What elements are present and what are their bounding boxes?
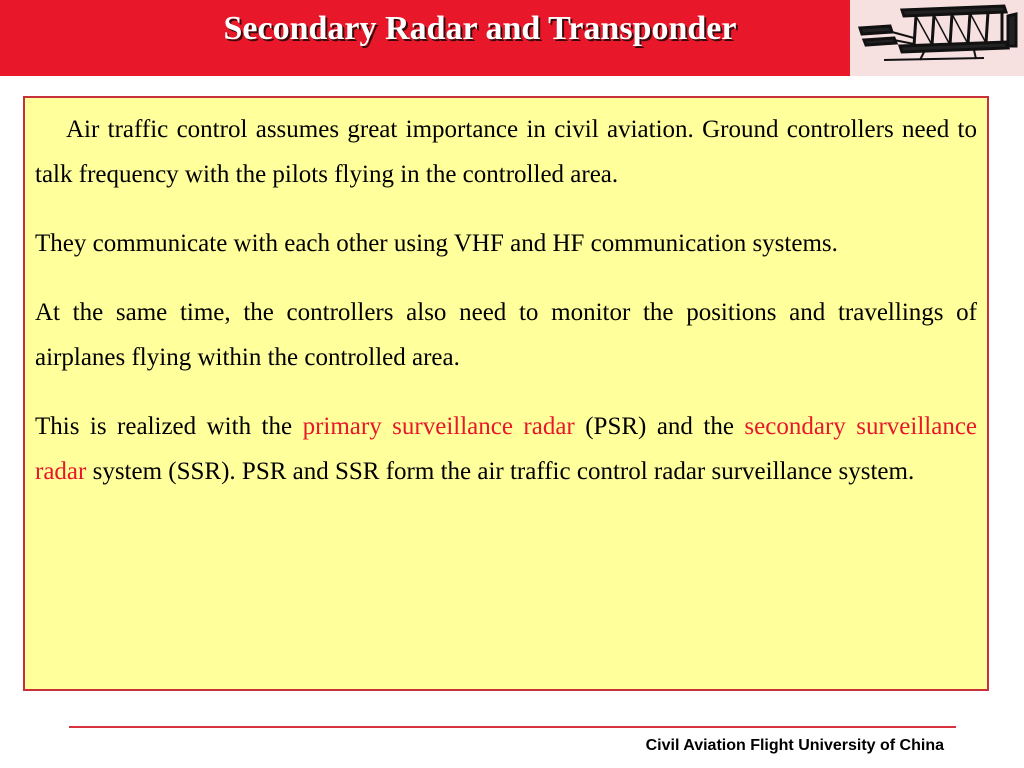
psr-highlight: primary surveillance radar <box>302 413 575 440</box>
ssr-highlight: secondary surveillance radar <box>35 413 978 485</box>
paragraph-radar-systems <box>35 404 977 494</box>
biplane-icon <box>854 2 1020 74</box>
paragraph-communication: They communicate with each other using VHF and HF communication systems. <box>35 230 838 257</box>
paragraph-radar-text-2: (PSR) and the <box>574 413 745 440</box>
footer-institution: Civil Aviation Flight University of China <box>645 737 944 754</box>
footer-divider <box>69 726 956 728</box>
content-box <box>23 96 989 691</box>
paragraph-air-traffic-control: Air traffic control assumes great importance in civil aviation. Ground controllers need to talk frequency with the pilots flying in the controlled area. <box>35 116 977 188</box>
paragraph-radar-text-3: system (SSR). PSR and SSR form the air traffic control radar surveillance system. <box>86 458 915 485</box>
slide-title: Secondary Radar and Transponder <box>223 10 737 47</box>
paragraph-monitoring: At the same time, the controllers also need to monitor the positions and travellings of airplanes flying within the controlled area. <box>35 299 977 371</box>
paragraph-radar-text-1: This is realized with the <box>35 413 303 440</box>
logo-area <box>850 0 1024 76</box>
